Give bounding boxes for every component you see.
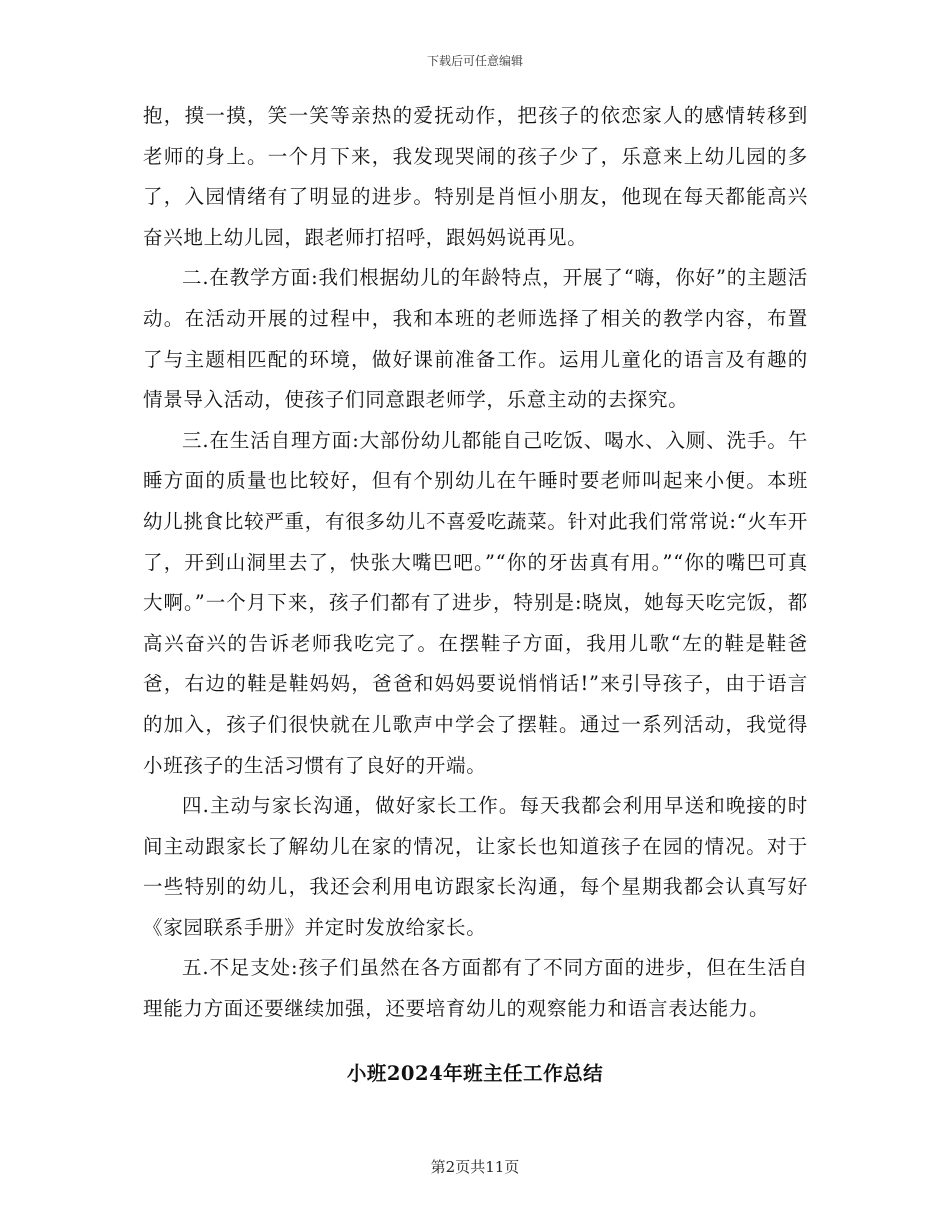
document-body [143,96,808,1030]
page-number-footer: 第2页共11页 [430,1158,520,1176]
paragraph-self-care: 三.在生活自理方面:大部份幼儿都能自己吃饭、喝水、入厕、洗手。午睡方面的质量也比较好，但有个别幼儿在午睡时要老师叫起来小便。本班幼儿挑食比较严重，有很多幼儿不喜爱吃蔬菜。针对此我们常常说:“火车开了，开到山洞里去了，快张大嘴巴吧。”“你的牙齿真有用。”“你的嘴巴可真大啊。”一个月下来，孩子们都有了进步，特别是:晓岚，她每天吃完饭，都高兴奋兴的告诉老师我吃完了。在摆鞋子方面，我用儿歌“左的鞋是鞋爸爸，右边的鞋是鞋妈妈，爸爸和妈妈要说悄悄话!”来引导孩子，由于语言的加入，孩子们很快就在儿歌声中学会了摆鞋。通过一系列活动，我觉得小班孩子的生活习惯有了良好的开端。 [143,428,808,777]
paragraph-parent-communication: 四.主动与家长沟通，做好家长工作。每天我都会利用早送和晚接的时间主动跟家长了解幼儿在家的情况，让家长也知道孩子在园的情况。对于一些特别的幼儿，我还会利用电访跟家长沟通，每个星期我都会认真写好《家园联系手册》并定时发放给家长。 [143,794,808,939]
section-title: 小班2024年班主任工作总结 [346,1062,604,1085]
paragraph-continued: 抱，摸一摸，笑一笑等亲热的爱抚动作，把孩子的依恋家人的感情转移到老师的身上。一个月下来，我发现哭闹的孩子少了，乐意来上幼儿园的多了，入园情绪有了明显的进步。特别是肖恒小朋友，他现在每天都能高兴奋兴地上幼儿园，跟老师打招呼，跟妈妈说再见。 [143,104,808,249]
page-header-note: 下载后可任意编辑 [426,54,523,68]
paragraph-teaching: 二.在教学方面:我们根据幼儿的年龄特点，开展了“嗨，你好”的主题活动。在活动开展的过程中，我和本班的老师选择了相关的教学内容，布置了与主题相匹配的环境，做好课前准备工作。运用儿童化的语言及有趣的情景导入活动，使孩子们同意跟老师学，乐意主动的去探究。 [143,266,808,412]
paragraph-shortcomings: 五.不足支处:孩子们虽然在各方面都有了不同方面的进步，但在生活自理能力方面还要继续加强，还要培育幼儿的观察能力和语言表达能力。 [143,956,808,1021]
